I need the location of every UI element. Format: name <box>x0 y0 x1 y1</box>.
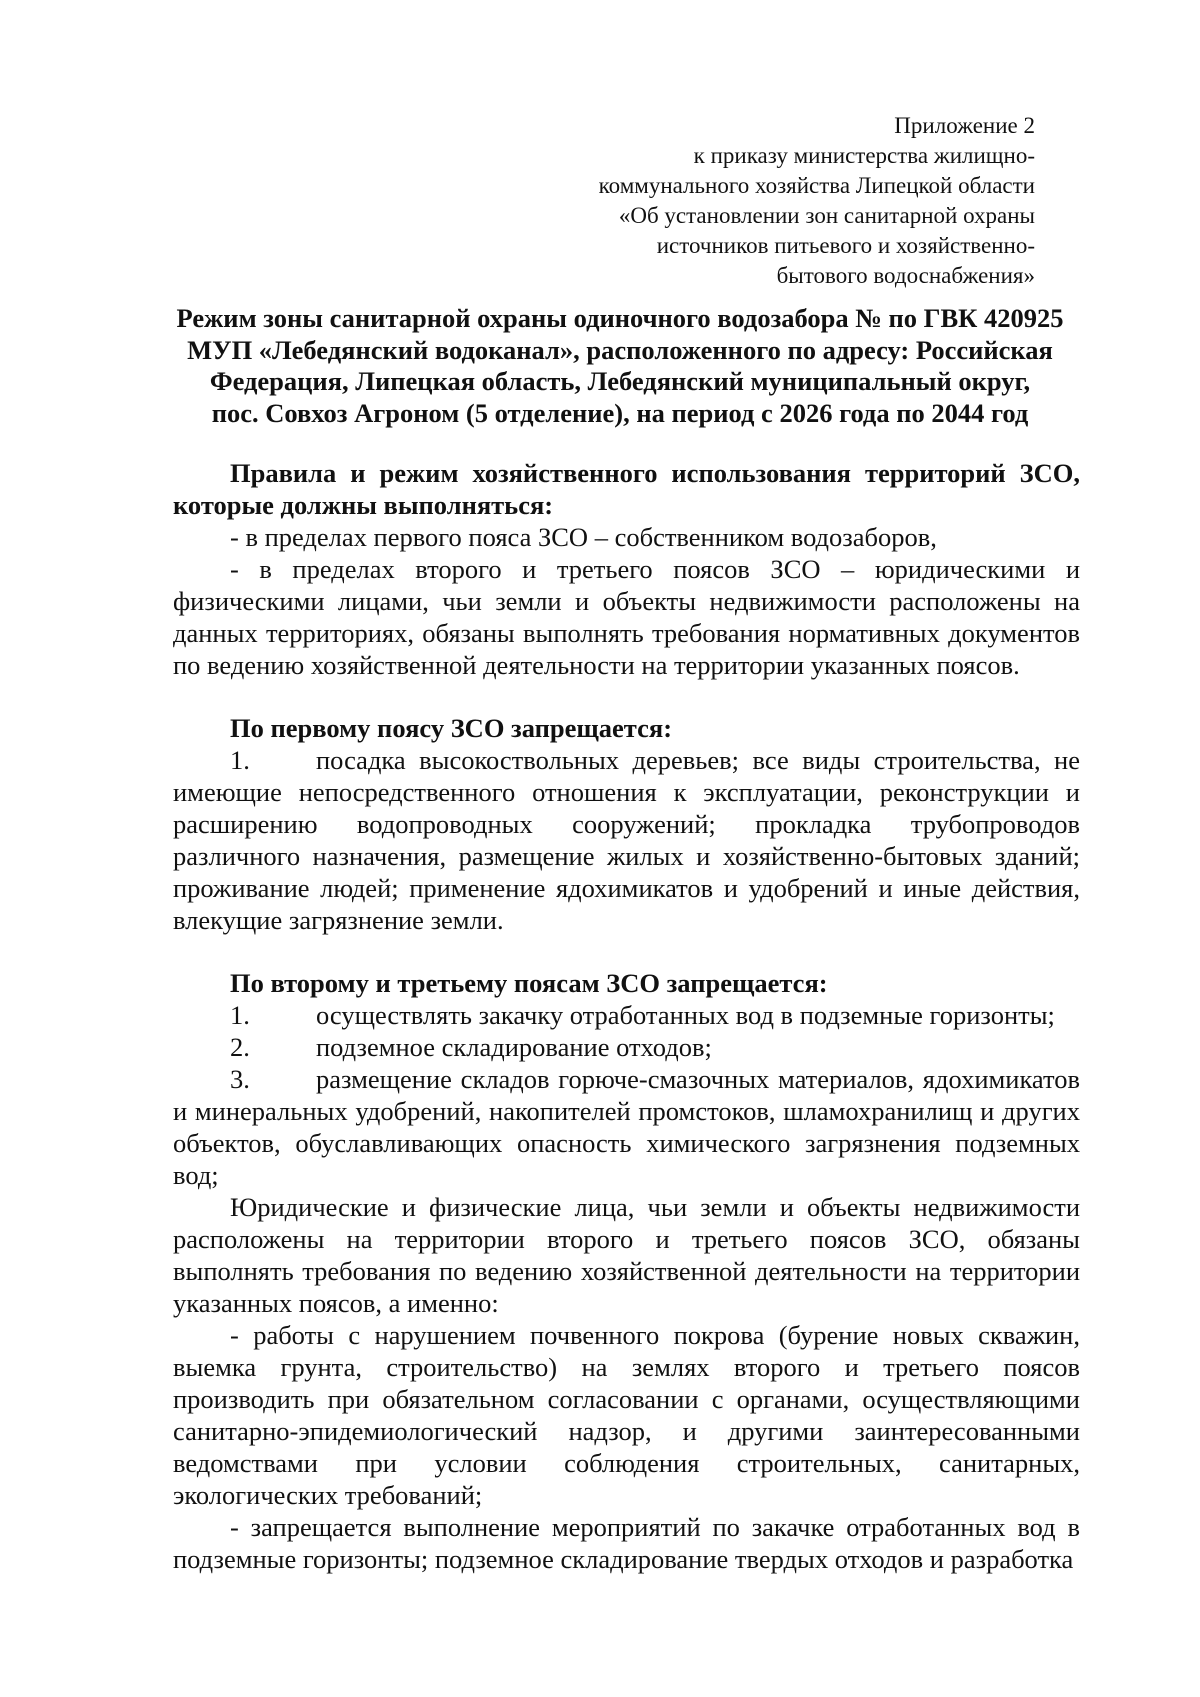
list-item-text: посадка высокоствольных деревьев; все виды строительства, не имеющие непосредственного отношения к эксплуатации, реконструкции и расширению водопроводных сооружений; прокладка трубопроводов различного назначения, размещение жилых и хозяйственно-бытовых зданий; проживание людей; применение ядохимикатов и удобрений и иные действия, влекущие загрязнение земли. <box>173 745 1080 935</box>
title-line: Режим зоны санитарной охраны одиночного водозабора № по ГВК 420925 <box>176 303 1064 333</box>
title-line: Федерация, Липецкая область, Лебедянский муниципальный округ, <box>209 366 1031 396</box>
paragraph: - запрещается выполнение мероприятий по закачке отработанных вод в подземные горизонты; подземное складирование твердых отходов и разработка <box>173 1512 1080 1574</box>
list-item <box>173 744 1080 936</box>
belt23-heading: По второму и третьему поясам ЗСО запрещается: <box>230 968 828 998</box>
appendix-order-line: к приказу министерства жилищно- <box>693 143 1035 168</box>
list-item-number: 2. <box>230 1032 250 1062</box>
paragraph: - в пределах первого пояса ЗСО – собственником водозаборов, <box>230 522 937 552</box>
document-title <box>160 303 1080 429</box>
spacer <box>173 936 1080 967</box>
appendix-order-title-line: бытового водоснабжения» <box>776 263 1035 288</box>
title-line: пос. Совхоз Агроном (5 отделение), на период с 2026 года по 2044 год <box>211 397 1029 428</box>
title-line: МУП «Лебедянский водоканал», расположенного по адресу: Российская <box>187 334 1053 365</box>
appendix-order-title-line: «Об установлении зон санитарной охраны <box>618 203 1035 228</box>
list-item <box>173 1031 1080 1063</box>
appendix-ministry-line: коммунального хозяйства Липецкой области <box>598 173 1035 198</box>
list-item-text: осуществлять закачку отработанных вод в подземные горизонты; <box>316 1000 1055 1030</box>
list-item-text: подземное складирование отходов; <box>316 1032 712 1062</box>
paragraph: Юридические и физические лица, чьи земли и объекты недвижимости расположены на территории второго и третьего поясов ЗСО, обязаны выполнять требования по ведению хозяйственной деятельности на территории указанных поясов, а именно: <box>173 1192 1080 1318</box>
document-body <box>173 457 1080 1575</box>
paragraph: - в пределах второго и третьего поясов ЗСО – юридическими и физическими лицами, чьи земли и объекты недвижимости расположены на данных территориях, обязаны выполнять требования нормативных документов по ведению хозяйственной деятельности на территории указанных поясов. <box>173 554 1080 680</box>
appendix-header <box>515 111 1035 291</box>
list-item-text: размещение складов горюче-смазочных материалов, ядохимикатов и минеральных удобрений, накопителей промстоков, шламохранилищ и других объектов, обуславливающих опасность химического загрязнения подземных вод; <box>173 1064 1080 1190</box>
appendix-order-title-line: источников питьевого и хозяйственно- <box>656 233 1035 258</box>
paragraph: - работы с нарушением почвенного покрова (бурение новых скважин, выемка грунта, строительство) на землях второго и третьего поясов производить при обязательном согласовании с органами, осуществляющими санитарно-эпидемиологический надзор, и другими заинтересованными ведомствами при условии соблюдения строительных, санитарных, экологических требований; <box>173 1320 1080 1510</box>
list-item-number: 3. <box>230 1064 250 1094</box>
list-item <box>173 999 1080 1031</box>
appendix-label: Приложение 2 <box>894 113 1035 138</box>
spacer <box>173 681 1080 712</box>
list-item <box>173 1063 1080 1191</box>
rules-heading: Правила и режим хозяйственного использования территорий ЗСО, которые должны выполняться: <box>173 458 1080 520</box>
list-item-number: 1. <box>230 1000 250 1030</box>
list-item-number: 1. <box>230 745 250 775</box>
belt1-heading: По первому поясу ЗСО запрещается: <box>230 713 673 743</box>
